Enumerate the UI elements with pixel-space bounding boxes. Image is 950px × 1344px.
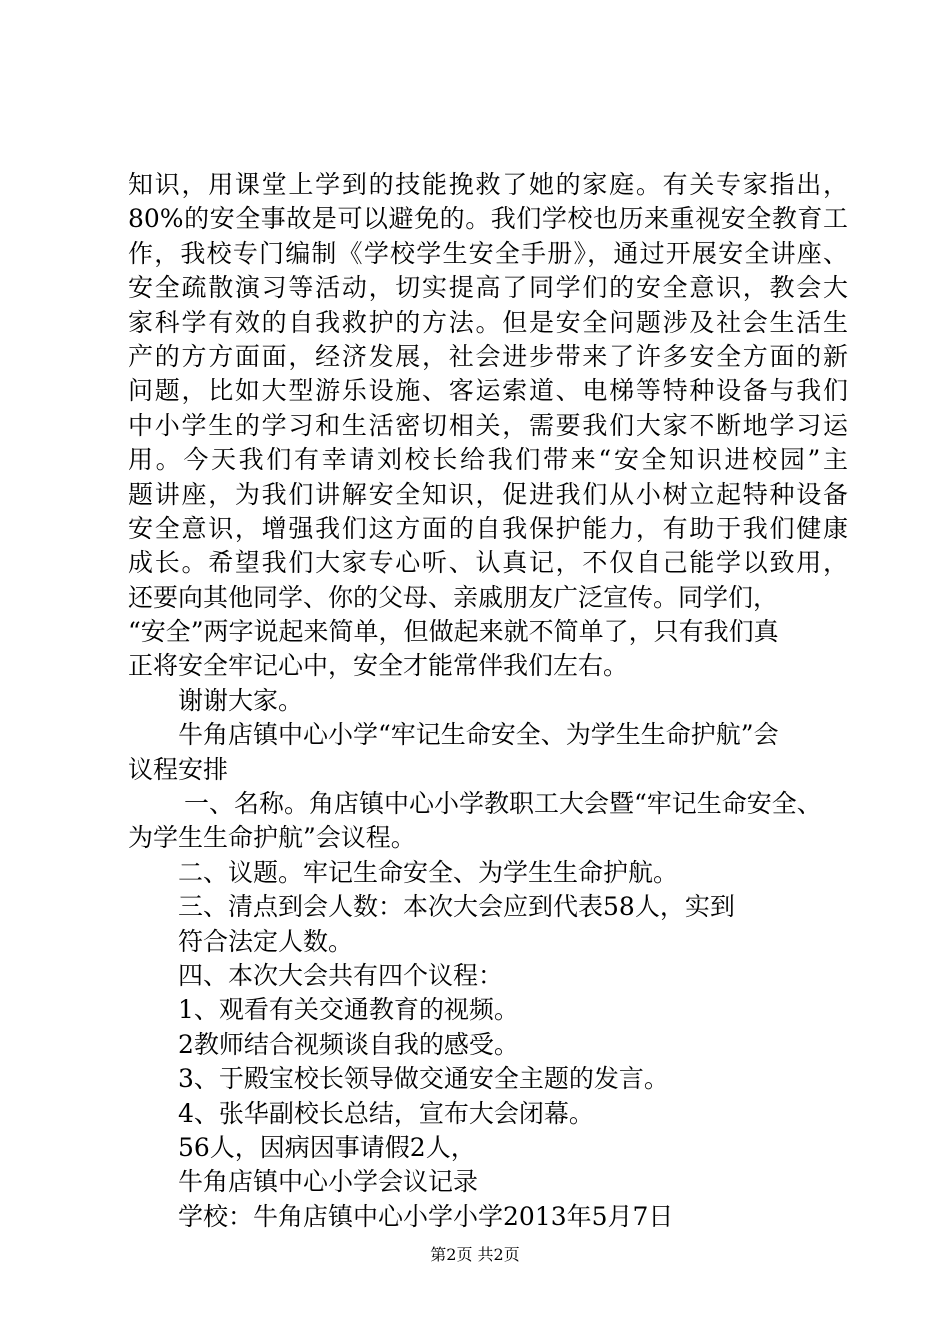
paragraph-line: 中小学生的学习和生活密切相关，需要我们大家不断地学习运 — [128, 410, 848, 440]
schedule-step-1: 1、观看有关交通教育的视频。 — [178, 995, 519, 1025]
paragraph-line: 题讲座，为我们讲解安全知识，促进我们从小树立起特种设备 — [128, 479, 848, 509]
paragraph-line: 成长。希望我们大家专心听、认真记，不仅自己能学以致用， — [128, 548, 848, 578]
attendance-note: 56人，因病因事请假2人， — [178, 1132, 476, 1162]
paragraph-line: “安全”两字说起来简单，但做起来就不简单了，只有我们真 — [128, 617, 779, 647]
page-footer: 第2页 共2页 — [430, 1245, 520, 1264]
paragraph-line: 知识，用课堂上学到的技能挽救了她的家庭。有关专家指出， — [128, 170, 848, 199]
paragraph-line: 问题，比如大型游乐设施、客运索道、电梯等特种设备与我们 — [128, 376, 848, 406]
agenda-item-name-continued: 为学生生命护航”会议程。 — [128, 823, 416, 853]
paragraph-line: 安全疏散演习等活动，切实提高了同学们的安全意识，教会大 — [128, 273, 848, 303]
schedule-step-3: 3、于殿宝校长领导做交通安全主题的发言。 — [178, 1064, 669, 1094]
paragraph-line: 安全意识，增强我们这方面的自我保护能力，有助于我们健康 — [128, 513, 848, 543]
agenda-item-topic: 二、议题。牢记生命安全、为学生生命护航。 — [178, 857, 679, 887]
paragraph-line: 用。今天我们有幸请刘校长给我们带来“安全知识进校园”主 — [128, 445, 848, 475]
agenda-item-headcount-continued: 符合法定人数。 — [178, 926, 354, 956]
document-body — [128, 168, 848, 1234]
school-date-line: 学校：牛角店镇中心小学小学2013年5月7日 — [178, 1201, 674, 1231]
paragraph-line: 家科学有效的自我救护的方法。但是安全问题涉及社会生活生 — [128, 307, 848, 337]
thanks-line: 谢谢大家。 — [178, 685, 304, 715]
paragraph-line: 正将安全牢记心中，安全才能常伴我们左右。 — [128, 651, 629, 681]
agenda-item-schedule: 四、本次大会共有四个议程： — [178, 960, 504, 990]
paragraph-line: 产的方方面面，经济发展，社会进步带来了许多安全方面的新 — [128, 341, 848, 371]
schedule-step-2: 2教师结合视频谈自我的感受。 — [178, 1029, 519, 1059]
agenda-item-name: 一、名称。角店镇中心小学教职工大会暨“牢记生命安全、 — [184, 789, 822, 819]
record-title: 牛角店镇中心小学会议记录 — [178, 1167, 479, 1197]
schedule-step-4: 4、张华副校长总结，宣布大会闭幕。 — [178, 1098, 594, 1128]
agenda-title: 牛角店镇中心小学“牢记生命安全、为学生生命护航”会 — [178, 720, 779, 750]
paragraph-line: 80%的安全事故是可以避免的。我们学校也历来重视安全教育工 — [128, 204, 848, 234]
agenda-item-headcount: 三、清点到会人数：本次大会应到代表58人，实到 — [178, 892, 735, 922]
paragraph-line: 还要向其他同学、你的父母、亲戚朋友广泛宣传。同学们， — [128, 582, 779, 612]
agenda-title-continued: 议程安排 — [128, 754, 229, 784]
paragraph-line: 作，我校专门编制《学校学生安全手册》，通过开展安全讲座、 — [128, 238, 848, 268]
